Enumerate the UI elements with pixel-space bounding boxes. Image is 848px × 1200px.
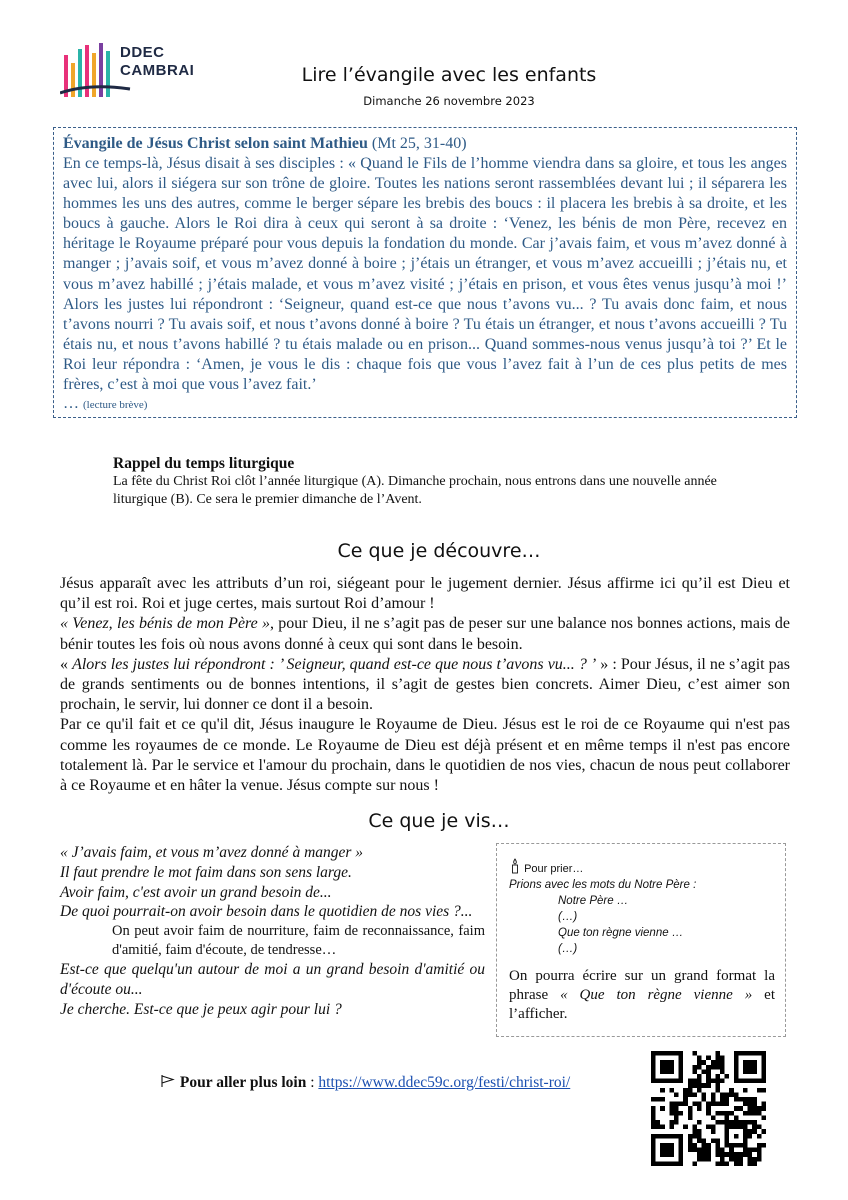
- gospel-ellipsis: …: [63, 395, 79, 413]
- prayer-line1: Notre Père …: [558, 895, 629, 907]
- decouvre-p2-quote: « Venez, les bénis de mon Père »: [60, 615, 271, 633]
- rappel-section: [113, 454, 733, 509]
- candle-icon: [509, 858, 521, 874]
- prayer-intro: Prions avec les mots du Notre Père :: [509, 879, 697, 891]
- flag-icon: [160, 1074, 176, 1088]
- prayer-box: [496, 843, 786, 1037]
- decouvre-text: [60, 574, 790, 796]
- logo-line1: DDEC: [120, 44, 165, 61]
- vis-line1: « J’avais faim, et vous m’avez donné à manger »: [60, 844, 364, 861]
- decouvre-p3-rest: » : Pour Jésus, il ne s’agit pas de grands sentiments ou de bonnes intentions, il s’agit de gestes bien concrets. Aimer Dieu, c’est aimer son prochain, le servir, lui donner ce dont il a besoin.: [60, 655, 790, 714]
- further-link[interactable]: https://www.ddec59c.org/festi/christ-roi/: [318, 1074, 571, 1091]
- decouvre-title: Ce que je découvre…: [337, 540, 541, 562]
- decouvre-p4: Par ce qu'il fait et ce qu'il dit, Jésus inaugure le Royaume de Dieu. Jésus est le roi de ce Royaume qui n'est pas comme les royaumes de ce monde. Le Royaume de Dieu est déjà présent et en même temps il n'est pas encore totalement là. Par le service et l'amour du prochain, dans le quotidien de nos vies, chacun de nous peut collaborer à ce Royaume et en hâter la venue. Jésus compte sur nous !: [60, 716, 790, 795]
- qr-code[interactable]: [651, 1051, 766, 1166]
- prayer-foot-end: et l’afficher.: [509, 987, 775, 1022]
- rappel-title: Rappel du temps liturgique: [113, 455, 295, 472]
- gospel-reference: (Mt 25, 31-40): [371, 135, 467, 152]
- prayer-line2: (…): [558, 911, 578, 923]
- vis-line6: Est-ce que quelqu'un autour de moi a un grand besoin d'amitié ou d'écoute ou...: [60, 961, 485, 998]
- vis-text: [60, 843, 485, 1020]
- gospel-note: (lecture brève): [83, 399, 148, 412]
- further-line: [160, 1073, 570, 1093]
- gospel-box: [53, 127, 797, 418]
- prayer-heading-label: Pour prier…: [524, 863, 584, 875]
- vis-line4: De quoi pourrait-on avoir besoin dans le quotidien de nos vies ?...: [60, 903, 473, 921]
- further-sep: :: [306, 1074, 319, 1091]
- decouvre-p2-rest: , pour Dieu, il ne s’agit pas de peser sur une balance nos bonnes actions, mais de bénir toutes les fois où nous avons donné à ceux qui sont dans le besoin.: [60, 615, 791, 653]
- vis-line3: Avoir faim, c'est avoir un grand besoin de...: [60, 883, 332, 901]
- prayer-lines: [509, 877, 775, 957]
- further-label: Pour aller plus loin: [179, 1074, 307, 1091]
- decouvre-p3-open: «: [60, 655, 73, 673]
- decouvre-p2: [60, 614, 790, 654]
- prayer-heading: [509, 858, 775, 877]
- vis-title: Ce que je vis…: [368, 810, 510, 832]
- prayer-line3: Que ton règne vienne …: [558, 927, 684, 939]
- gospel-text: En ce temps-là, Jésus disait à ses disciples : « Quand le Fils de l’homme viendra dans sa gloire, et tous les anges avec lui, alors il siégera sur son trône de gloire. Toutes les nations seront rassemblées devant lui ; il séparera les hommes les uns des autres, comme le berger sépare les brebis des boucs : il placera les brebis à sa droite, et les boucs à gauche. Alors le Roi dira à ceux qui seront à sa droite : ‘Venez, les bénis de mon Père, recevez en héritage le Royaume préparé pour vous depuis la fondation du monde. Car j’avais faim, et vous m’avez donné à manger ; j’avais soif, et vous m’avez donné à boire ; j’étais un étranger, et vous m’avez accueilli ; j’étais nu, et vous m’avez habillé ; j’étais malade, et vous m’avez visité ; j’étais en prison, et vous êtes venus jusqu’à moi !’ Alors les justes lui répondront : ‘Seigneur, quand est-ce que nous t’avons vu... ? Tu avais donc faim, et nous t’avons nourri ? Tu avais soif, et nous t’avons donné à boire ? Tu étais un étranger, et nous t’avons accueilli ? Tu étais nu, et nous t’avons habillé ? tu étais malade ou en prison... Quand sommes-nous venus jusqu’à toi ?’ Et le Roi leur répondra : ‘Amen, je vous le dis : chaque fois que vous l’avez fait à l’un de ces plus petits de mes frères, c’est à moi que vous l’avez fait.’: [63, 155, 787, 394]
- page-date: Dimanche 26 novembre 2023: [363, 94, 535, 108]
- prayer-foot-start: On pourra écrire sur un grand format la phrase: [509, 968, 775, 1003]
- logo-line2: CAMBRAI: [120, 62, 195, 79]
- page-title: Lire l’évangile avec les enfants: [301, 64, 597, 86]
- vis-line5: On peut avoir faim de nourriture, faim de reconnaissance, faim d'amitié, faim d'écoute, de tendresse…: [112, 923, 485, 959]
- prayer-footnote: [509, 967, 775, 1024]
- prayer-line4: (…): [558, 943, 578, 955]
- gospel-title: Évangile de Jésus Christ selon saint Mathieu: [63, 135, 368, 152]
- vis-line7: Je cherche. Est-ce que je peux agir pour lui ?: [60, 1000, 342, 1018]
- gospel-heading: [63, 134, 787, 154]
- rappel-text: La fête du Christ Roi clôt l’année liturgique (A). Dimanche prochain, nous entrons dans une nouvelle année liturgique (B). Ce sera le premier dimanche de l’Avent.: [113, 474, 717, 507]
- decouvre-p3: [60, 655, 790, 716]
- vis-line2: Il faut prendre le mot faim dans son sens large.: [60, 863, 352, 881]
- gospel-footnote: [63, 395, 787, 414]
- prayer-foot-quote: « Que ton règne vienne »: [560, 987, 753, 1003]
- decouvre-p1: Jésus apparaît avec les attributs d’un roi, siégeant pour le jugement dernier. Jésus affirme ici qu’il est Dieu et qu’il est roi. Roi et juge certes, mais surtout Roi d’amour !: [60, 575, 790, 613]
- decouvre-p3-quote: Alors les justes lui répondront : ’ Seigneur, quand est-ce que nous t’avons vu... ? ’: [72, 655, 597, 673]
